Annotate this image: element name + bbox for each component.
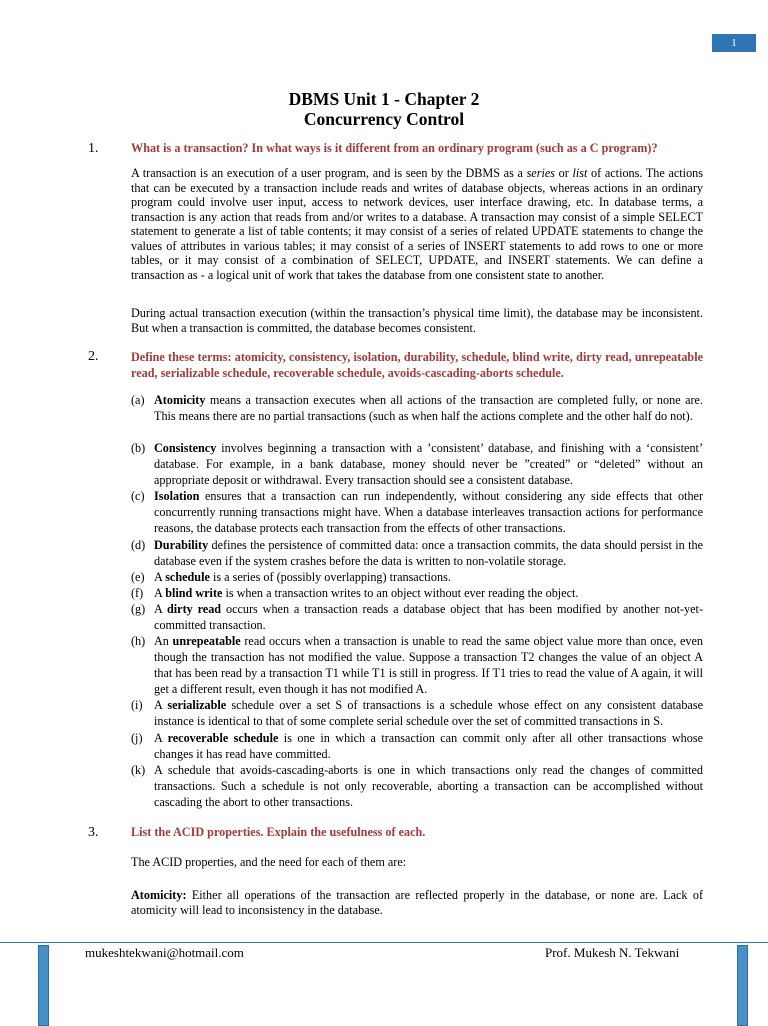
question-heading: What is a transaction? In what ways is it different from an ordinary program (such as a C program)? — [131, 141, 658, 155]
definition-item: (b) Consistency involves beginning a transaction with a ’consistent’ database, and finishing with a ‘consistent’ database. For example, in a bank database, money should never be ”created” or “deleted” without an appropriate deposit or withdrawal. Every transaction should see a consistent database. — [131, 441, 703, 487]
footer-right-bar — [737, 945, 748, 1026]
question-number: 3. — [88, 825, 99, 840]
document-subtitle: Concurrency Control — [303, 109, 465, 129]
document-title: DBMS Unit 1 - Chapter 2 — [288, 89, 480, 109]
question-heading: List the ACID properties. Explain the usefulness of each. — [131, 825, 426, 839]
definition-item: (c) Isolation ensures that a transaction can run independently, without considering any side effects that other concurrently running transactions might have. When a database interleaves transaction actions for performance reasons, the database protects each transaction from the effects of other transactions. — [131, 489, 703, 535]
page-number-badge: 1 — [712, 34, 756, 52]
paragraph: Atomicity: Either all operations of the transaction are reflected properly in the database, or none are. Lack of atomicity will lead to inconsistency in the database. — [131, 888, 703, 917]
definition-item: (a) Atomicity means a transaction executes when all actions of the transaction are completed fully, or none are. This means there are no partial transactions (such as when half the actions complete and the other half do not). — [131, 393, 703, 423]
definition-item: (e) A schedule is a series of (possibly overlapping) transactions. — [131, 570, 451, 584]
question-heading: Define these terms: atomicity, consistency, isolation, durability, schedule, blind write, dirty read, unrepeatable read, serializable schedule, recoverable schedule, avoids-cascading-aborts schedule. — [131, 350, 703, 380]
definition-item: (i) A serializable schedule over a set S of transactions is a schedule whose effect on any consistent database instance is identical to that of some complete serial schedule over the set of committed transactions in S. — [131, 698, 703, 728]
question-number: 1. — [88, 141, 99, 156]
paragraph: A transaction is an execution of a user program, and is seen by the DBMS as a series or list of actions. The actions that can be executed by a transaction include reads and writes of database objects, whereas actions in an ordinary program could involve user input, access to network devices, user interface drawing, etc. In database terms, a transaction is any action that reads from and/or writes to a database. A transaction may consist of a simple SELECT statement to generate a list of table contents; it may consist of a series of related UPDATE statements to change the values of attributes in various tables; it may consist of a series of INSERT statements to add rows to one or more tables, or it may consist of a combination of SELECT, UPDATE, and INSERT statements. We can define a transaction as - a logical unit of work that takes the database from one consistent state to another. — [131, 166, 703, 282]
definition-item: (j) A recoverable schedule is one in which a transaction can commit only after all other transactions whose changes it has read have committed. — [131, 731, 703, 761]
paragraph: The ACID properties, and the need for each of them are: — [131, 855, 407, 869]
question-number: 2. — [88, 349, 99, 364]
definition-item: (f) A blind write is when a transaction writes to an object without ever reading the object. — [131, 586, 579, 600]
footer-email: mukeshtekwani@hotmail.com — [85, 945, 244, 960]
definition-item: (g) A dirty read occurs when a transaction reads a database object that has been modified by another not-yet-committed transaction. — [131, 602, 703, 632]
definition-item: (h) An unrepeatable read occurs when a transaction is unable to read the same object value more than once, even though the transaction has not modified the value. Suppose a transaction T2 changes the value of an object A that has been read by a transaction T1 while T1 is still in progress. If T1 tries to read the value of A again, it will get a different result, even though it has not modified A. — [131, 634, 703, 696]
footer-left-bar — [38, 945, 49, 1026]
definition-item: (k) A schedule that avoids-cascading-aborts is one in which transactions only read the changes of committed transactions. Such a schedule is not only recoverable, aborting a transaction can be accomplished without cascading the abort to other transactions. — [131, 763, 703, 809]
footer-author: Prof. Mukesh N. Tekwani — [545, 945, 680, 960]
paragraph: During actual transaction execution (within the transaction’s physical time limit), the database may be inconsistent. But when a transaction is committed, the database becomes consistent. — [131, 306, 703, 335]
footer-divider — [0, 942, 768, 943]
definition-item: (d) Durability defines the persistence of committed data: once a transaction commits, the data should persist in the database even if the system crashes before the data is written to non-volatile storage. — [131, 538, 703, 568]
